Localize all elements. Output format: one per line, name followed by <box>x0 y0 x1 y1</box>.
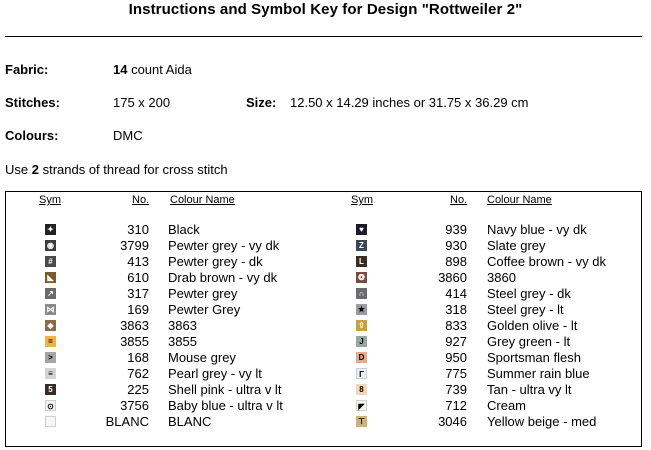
dmc-number: 762 <box>127 366 149 381</box>
colours-value: DMC <box>113 128 143 143</box>
dmc-number: 775 <box>445 366 467 381</box>
colour-name: Mouse grey <box>168 350 236 365</box>
arrow-icon: ↗ <box>45 288 56 299</box>
symbol-key-table <box>5 191 642 447</box>
chevron-right-icon: > <box>45 352 56 363</box>
digit-five-icon: 5 <box>45 384 56 395</box>
hash-icon: # <box>45 256 56 267</box>
colour-name: Pewter grey <box>168 286 238 301</box>
strands-count: 2 <box>31 162 39 177</box>
dmc-number: 169 <box>127 302 149 317</box>
key-row <box>6 222 641 238</box>
key-row <box>6 334 641 350</box>
up-arrow-icon: ⇧ <box>356 320 367 331</box>
diamond-icon: ◆ <box>45 320 56 331</box>
key-row <box>6 350 641 366</box>
colour-name: Pewter grey - dk <box>168 254 263 269</box>
small-star-icon: ★ <box>357 305 366 314</box>
arch-icon: ∩ <box>356 288 367 299</box>
page-title: Instructions and Symbol Key for Design "Rottweiler 2" <box>128 1 523 18</box>
colour-name: 3863 <box>168 318 197 333</box>
fabric-label: Fabric: <box>5 62 49 77</box>
colour-name: Steel grey - lt <box>487 302 564 317</box>
star-square-icon: ✦ <box>45 224 56 235</box>
dmc-number: BLANC <box>105 414 149 429</box>
right-name-header: Colour Name <box>487 194 552 206</box>
swirl-icon: ❂ <box>356 272 367 283</box>
colour-name: Tan - ultra vy lt <box>487 382 572 397</box>
strands-post: strands of thread for cross stitch <box>38 162 228 177</box>
dmc-number: 3046 <box>438 414 467 429</box>
dmc-number: 3855 <box>120 334 149 349</box>
dmc-number: 3863 <box>120 318 149 333</box>
equals-icon: = <box>45 336 56 347</box>
left-no-header: No. <box>132 194 150 206</box>
colour-name: Baby blue - ultra v lt <box>168 398 283 413</box>
dmc-number: 712 <box>445 398 467 413</box>
stitches-value: 175 x 200 <box>113 95 171 110</box>
dmc-number: 610 <box>127 270 149 285</box>
colour-name: Drab brown - vy dk <box>168 270 278 285</box>
colour-name: Pearl grey - vy lt <box>168 366 262 381</box>
half-triangle-icon: ◤ <box>356 400 367 411</box>
colour-name: 3860 <box>487 270 516 285</box>
colour-name: Pewter Grey <box>168 302 241 317</box>
key-row <box>6 398 641 414</box>
colour-name: 3855 <box>168 334 197 349</box>
letter-z-icon: Z <box>356 240 367 251</box>
strands-pre: Use <box>5 162 32 177</box>
dmc-number: 898 <box>445 254 467 269</box>
right-sym-header: Sym <box>351 194 373 206</box>
dmc-number: 739 <box>445 382 467 397</box>
corner-icon: Γ <box>356 368 367 379</box>
fabric-type: count Aida <box>127 62 192 77</box>
key-row <box>6 254 641 270</box>
dmc-number: 939 <box>445 222 467 237</box>
key-row <box>6 286 641 302</box>
dmc-number: 225 <box>127 382 149 397</box>
colours-label: Colours: <box>5 128 59 143</box>
diagonal-lines-icon: ≡ <box>45 368 56 379</box>
dmc-number: 414 <box>445 286 467 301</box>
colour-name: Shell pink - ultra v lt <box>168 382 282 397</box>
dmc-number: 3860 <box>438 270 467 285</box>
colour-name: Yellow beige - med <box>487 414 597 429</box>
colour-name: Golden olive - lt <box>487 318 578 333</box>
letter-l-icon: L <box>356 256 367 267</box>
dmc-number: 833 <box>445 318 467 333</box>
colour-name: Navy blue - vy dk <box>487 222 587 237</box>
dot-circle-icon: ⊙ <box>45 400 56 411</box>
key-row <box>6 414 641 430</box>
dmc-number: 927 <box>445 334 467 349</box>
dmc-number: 3756 <box>120 398 149 413</box>
dmc-number: 317 <box>127 286 149 301</box>
digit-eight-icon: 8 <box>356 384 367 395</box>
colour-name: Pewter grey - vy dk <box>168 238 280 253</box>
key-row <box>6 318 641 334</box>
fabric-value <box>113 62 192 77</box>
tee-icon: ⊤ <box>356 416 367 427</box>
dmc-number: 318 <box>445 302 467 317</box>
stitches-label: Stitches: <box>5 95 60 110</box>
key-row <box>6 238 641 254</box>
bowtie-icon: ⋈ <box>46 305 55 314</box>
strands-instruction <box>5 162 228 177</box>
size-label: Size: <box>246 95 277 110</box>
letter-j-icon: J <box>356 336 367 347</box>
dmc-number: 168 <box>127 350 149 365</box>
colour-name: Coffee brown - vy dk <box>487 254 606 269</box>
triangle-corner-icon: ◣ <box>45 272 56 283</box>
dmc-number: 3799 <box>120 238 149 253</box>
colour-name: Grey green - lt <box>487 334 571 349</box>
colour-name: Cream <box>487 398 527 413</box>
colour-name: Steel grey - dk <box>487 286 571 301</box>
heart-icon: ♥ <box>356 224 367 235</box>
left-name-header: Colour Name <box>170 194 235 206</box>
colour-name: Sportsman flesh <box>487 350 581 365</box>
colour-name: Black <box>168 222 200 237</box>
target-circle-icon: ◉ <box>45 240 56 251</box>
dmc-number: 930 <box>445 238 467 253</box>
colour-name: Summer rain blue <box>487 366 590 381</box>
colour-name: BLANC <box>168 414 212 429</box>
key-row <box>6 382 641 398</box>
key-row <box>6 366 641 382</box>
size-value: 12.50 x 14.29 inches or 31.75 x 36.29 cm <box>290 95 529 110</box>
dmc-number: 310 <box>127 222 149 237</box>
key-row <box>6 270 641 286</box>
dmc-number: 950 <box>445 350 467 365</box>
colour-name: Slate grey <box>487 238 546 253</box>
left-sym-header: Sym <box>39 194 61 206</box>
dmc-number: 413 <box>127 254 149 269</box>
right-no-header: No. <box>450 194 468 206</box>
letter-d-icon: D <box>356 352 367 363</box>
key-row <box>6 302 641 318</box>
fabric-count: 14 <box>113 62 128 77</box>
title-divider <box>5 36 642 37</box>
